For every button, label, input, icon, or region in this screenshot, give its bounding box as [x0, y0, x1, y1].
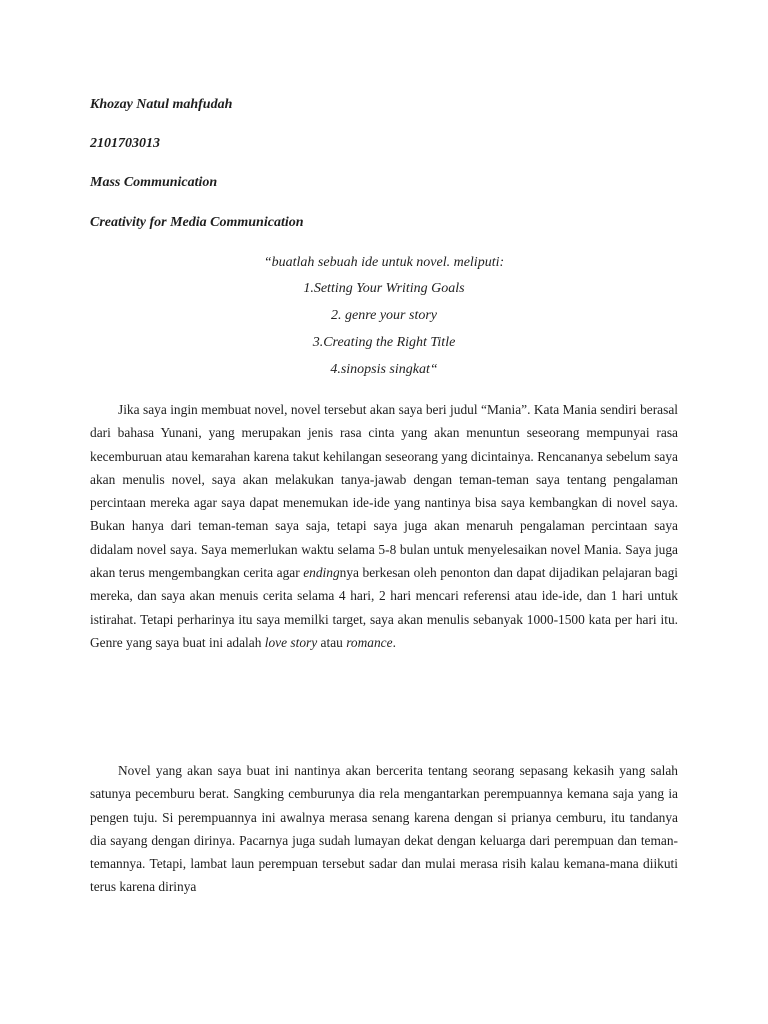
paragraph-2: Novel yang akan saya buat ini nantinya akan bercerita tentang seorang sepasang kekasih yang salah satunya pecemburu berat. Sangking cemburunya dia rela mengantarkan perempuannya kemana saja yang ia pengen tuju. Si perempuannya ini awalnya merasa senang karena dengan si prianya cemburu, itu tandanya dia sayang dengan dirinya. Pacarnya juga sudah lumayan dekat dengan keluarga dari perempuan dan teman-temannya. Tetapi, lambat laun perempuan tersebut sadar dan mulai merasa risih kalau kemana-mana diikuti terus karena dirinya [90, 763, 678, 895]
course-title: Creativity for Media Communication [90, 215, 304, 230]
ending-term: ending [303, 565, 340, 581]
paragraph-1-text-cont: nya berkesan oleh penonton dan dapat dijadikan pelajaran bagi mereka, dan saya akan menuis cerita selama 4 hari, 2 hari mencari referensi atau ide-ide, dan 1 hari untuk istirahat. Tetapi perharinya itu saya memilki target, saya akan menulis sebanyak 1000-1500 kata per hari itu. Genre yang saya buat ini adalah [90, 565, 678, 650]
student-id: 2101703013 [90, 136, 160, 151]
major: Mass Communication [90, 175, 218, 190]
genre-romance: romance [346, 634, 393, 650]
paragraph-1-end: . [392, 634, 396, 650]
prompt-item: 1.Setting Your Writing Goals [303, 281, 465, 296]
genre-connector: atau [317, 634, 347, 650]
paragraph-1 [90, 398, 678, 654]
author-name: Khozay Natul mahfudah [90, 97, 233, 112]
paragraph-1-text: Jika saya ingin membuat novel, novel tersebut akan saya beri judul “Mania”. Kata Mania sendiri berasal dari bahasa Yunani, yang merupakan jenis rasa cinta yang akan menuntun seseorang mempunyai rasa kecemburuan atau kemarahan karena takut kehilangan seseorang yang dicintainya. Rencananya sebelum saya akan menulis novel, saya akan melakukan tanya-jawab dengan teman-teman saya tentang pengalaman percintaan mereka agar saya dapat menemukan ide-ide yang nantinya bisa saya kembangkan di novel saya. Bukan hanya dari teman-teman saya saja, tetapi saya juga akan menaruh pengalaman percintaan saya didalam novel saya. Saya memerlukan waktu selama 5-8 bulan untuk menyelesaikan novel Mania. Saya juga akan terus mengembangkan cerita agar [90, 402, 678, 581]
prompt-intro: “buatlah sebuah ide untuk novel. meliputi: [263, 255, 505, 270]
prompt-item: 3.Creating the Right Title [312, 335, 456, 350]
prompt-item: 4.sinopsis singkat“ [330, 362, 438, 377]
prompt-item: 2. genre your story [330, 308, 438, 323]
genre-love-story: love story [264, 634, 318, 650]
